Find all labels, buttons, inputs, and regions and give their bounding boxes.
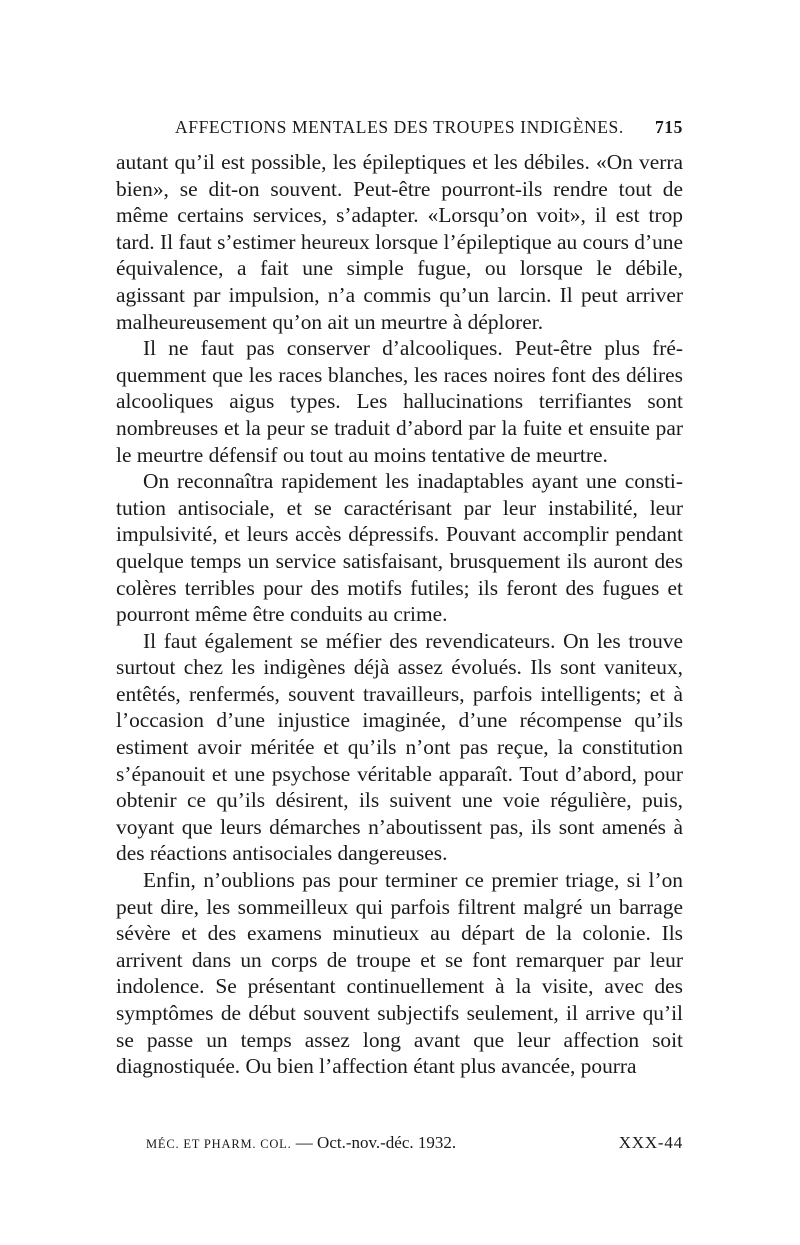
issue-date: Oct.-nov.-déc. 1932. [317,1133,457,1152]
journal-abbrev: MÉC. ET PHARM. COL. [146,1137,292,1151]
footer-separator: — [295,1133,313,1152]
paragraph-inadaptables: On reconnaîtra rapidement les inadaptables ayant une constitution antisociale, et se caractérisant par leur instabilité, leur impulsivité, et leurs accès dépressifs. Pouvant accomplir pendant quelque temps un service satisfaisant, brusquement ils auront des colères terribles pour des motifs futiles; ils feront des fugues et pourront même être conduits au crime. [116,469,683,627]
paragraph-sommeilleux: Enfin, n’oublions pas pour terminer ce premier triage, si l’on peut dire, les sommeilleux qui parfois filtrent malgré un barrage sévère et des examens minutieux au départ de la colonie. Ils arrivent dans un corps de troupe et se font remarquer par leur indolence. Se présentant continuellement à la visite, avec des symptômes de début souvent subjectifs seulement, il arrive qu’il se passe un temps assez long avant que leur affection soit diagnostiquée. Ou bien l’affection étant plus avancée, pourra [116,868,683,1079]
footer-source [146,1133,456,1153]
paragraph-continued: autant qu’il est possible, les épileptiques et les débiles. «On verra bien», se dit-on souvent. Peut-être pourront-ils rendre tout de même certains services, s’adapter. «Lorsqu’on voit», il est trop tard. Il faut s’estimer heureux lorsque l’épileptique au cours d’une équivalence, a fait une simple fugue, ou lorsque le débile, agissant par impulsion, n’a commis qu’un larcin. Il peut arriver malheureusement qu’on ait un meurtre à déplorer. [116,150,683,334]
page-number: 715 [654,117,683,137]
running-head [116,117,683,143]
running-title: AFFECTIONS MENTALES DES TROUPES INDIGÈNES. [175,117,624,137]
page-footer [116,1133,683,1159]
signature-mark: XXX-44 [618,1133,683,1152]
paragraph-alcooliques: Il ne faut pas conserver d’alcooliques. Peut-être plus fréquemment que les races blanches, les races noires font des délires alcooliques aigus types. Les hallucinations terrifiantes sont nombreuses et la peur se traduit d’abord par la fuite et ensuite par le meurtre défensif ou tout au moins tentative de meurtre. [116,336,683,467]
paragraph-revendicateurs: Il faut également se méfier des revendicateurs. On les trouve surtout chez les indigènes déjà assez évolués. Ils sont vaniteux, entêtés, renfermés, souvent travailleurs, parfois intelligents; et à l’occasion d’une injustice imaginée, d’une récompense qu’ils estiment avoir méritée et qu’ils n’ont pas reçue, la constitution s’épanouit et une psychose véritable apparaît. Tout d’abord, pour obtenir ce qu’ils désirent, ils suivent une voie régulière, puis, voyant que leurs démarches n’aboutissent pas, ils sont amenés à des réactions antisociales dangereuses. [116,628,683,866]
body-text [116,149,683,1080]
